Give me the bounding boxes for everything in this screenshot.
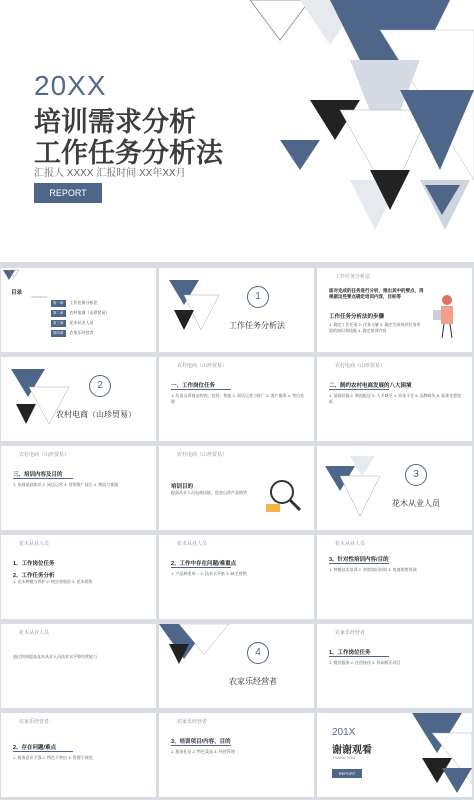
slide-body: 1. 服务礼仪 2. 特色菜品 3. 经营管理: [171, 749, 235, 754]
slide-corner-icon: [1, 268, 21, 288]
slide-tag: 农家乐经营者: [177, 720, 208, 725]
slide-tag: 花木从业人员: [177, 542, 208, 547]
slide-body: 通过培训提高花木从业人员技术水平和经营能力: [13, 654, 97, 659]
slide-flower-problems[interactable]: [159, 535, 314, 619]
section-number-circle: 4: [247, 642, 269, 664]
slide-tag: 农家乐经营者: [335, 631, 366, 636]
cover-title-line1: 培训需求分析: [34, 107, 196, 137]
person-illustration-icon: [427, 290, 467, 340]
section-title: 农村电商（山珍贸易）: [56, 410, 136, 419]
slide-heading: 培训目的: [171, 484, 194, 490]
slide-rural-ecommerce-difficulties[interactable]: [317, 357, 472, 441]
slide-rural-ecommerce-tasks[interactable]: [159, 357, 314, 441]
section-triangle-decoration: [325, 456, 385, 521]
slide-body: 1. 电商基础知识 2. 网店运营 3. 营销推广技巧 4. 物流与客服: [13, 482, 119, 487]
magnifier-illustration-icon: [264, 476, 309, 516]
heading-underline: [171, 745, 231, 746]
slide-body: 1. 种植技术培训 2. 营销知识培训 3. 电商销售培训: [329, 567, 417, 572]
slide-body: 提高从业人员电商技能，促进山珍产品销售: [171, 490, 247, 495]
end-triangle-decoration: [402, 713, 472, 797]
cover-report-button[interactable]: REPORT: [34, 183, 102, 203]
heading-underline: [171, 567, 231, 568]
slide-training-purpose[interactable]: [159, 446, 314, 530]
section-number-circle: 3: [405, 464, 427, 486]
slide-body: 1. 基础设施 2. 物流配送 3. 人才缺乏 4. 资金不足 5. 品牌缺失 6. 标准化程度低: [329, 393, 462, 404]
contents-list: [51, 300, 146, 337]
slide-contents[interactable]: [1, 268, 156, 352]
contents-num: 第三章: [53, 321, 64, 325]
slide-section-4[interactable]: [159, 624, 314, 708]
section-number-circle: 2: [89, 375, 111, 397]
contents-sublabel: CONTENTS: [31, 295, 48, 299]
slide-body: 1. 确定工作任务 2. 任务分解 3. 确定完成每项任务所需的知识和技能 4. 确定培训内容: [329, 322, 421, 333]
slide-heading: 一、工作岗位任务: [171, 383, 216, 389]
slide-section-2[interactable]: [1, 357, 156, 441]
slide-agritainment-tasks[interactable]: [317, 624, 472, 708]
slide-section-1[interactable]: [159, 268, 314, 352]
slide-flower-training[interactable]: [317, 535, 472, 619]
contents-item[interactable]: 农家乐经营者: [69, 330, 94, 335]
section-triangle-decoration: [169, 280, 224, 340]
slide-tag: 农家乐经营者: [19, 720, 50, 725]
slide-flower-tasks[interactable]: [1, 535, 156, 619]
slide-subheading: 2、工作任务分析: [13, 573, 55, 579]
heading-underline: [171, 389, 231, 390]
slide-tag: 花木从业人员: [335, 542, 366, 547]
slide-section-3[interactable]: [317, 446, 472, 530]
cover-reporter: 汇报人 XXXX 汇报时间 XX年XX月: [34, 168, 186, 179]
cover-year: 20XX: [34, 70, 107, 101]
cover-triangle-decoration: [250, 0, 474, 262]
slide-body: 1. 负责山珍商品收购、包装、物流 2. 网店运营与推广 3. 客户服务 4. 售后处理: [171, 393, 305, 404]
section-number-circle: 1: [247, 286, 269, 308]
slide-tag: 农村电商（山珍贸易）: [19, 453, 70, 458]
cover-title-line2: 工作任务分析法: [34, 138, 223, 168]
heading-underline: [329, 389, 389, 390]
contents-num: 第一章: [53, 301, 64, 305]
slide-heading: 三、培训内容及目的: [13, 472, 63, 478]
slide-body: 1. 花木种植与养护 2. 病虫害防治 3. 花木销售: [13, 579, 93, 584]
contents-num: 第四章: [53, 331, 64, 335]
contents-item[interactable]: 农村电商（山珍贸易）: [69, 310, 110, 315]
end-subtitle: THANK YOU: [332, 755, 356, 760]
cover-slide: [0, 0, 474, 262]
heading-underline: [13, 478, 73, 479]
contents-item[interactable]: 花木从业人员: [69, 320, 94, 325]
slide-body: 1. 产品种类单一 2. 技术水平低 3. 缺乏营销: [171, 571, 247, 576]
section-triangle-decoration: [159, 624, 229, 674]
end-title: 谢谢观看: [332, 745, 372, 756]
slide-body: 1. 餐饮服务 2. 住宿接待 3. 休闲娱乐项目: [329, 660, 401, 665]
slide-thank-you[interactable]: [317, 713, 472, 797]
slide-heading: 2、存在问题/难点: [13, 745, 57, 751]
section-title: 农家乐经营者: [229, 677, 277, 686]
contents-num: 第二章: [53, 311, 64, 315]
heading-underline: [329, 656, 389, 657]
slide-heading: 3、针对性培训内容/目的: [329, 557, 389, 563]
heading-underline: [329, 563, 389, 564]
slide-tag: 花木从业人员: [19, 631, 50, 636]
contents-item[interactable]: 工作任务分析法: [69, 300, 98, 305]
section-title: 花木从业人员: [392, 499, 440, 508]
slide-task-analysis[interactable]: [317, 268, 472, 352]
end-year: 201X: [332, 727, 356, 738]
slide-tag: 农村电商（山珍贸易）: [177, 364, 228, 369]
slide-heading: 3、培训项目/内容、目的: [171, 739, 231, 745]
slide-subheading: 工作任务分析法的步骤: [329, 314, 385, 320]
slide-flower-summary[interactable]: [1, 624, 156, 708]
slide-rural-ecommerce-training[interactable]: [1, 446, 156, 530]
slide-heading: 2、工作中存在问题/难重点: [171, 561, 237, 567]
section-triangle-decoration: [11, 369, 71, 429]
slide-body: 1. 服务意识不强 2. 特色不突出 3. 管理不规范: [13, 755, 93, 760]
slide-tag: 工作任务分析法: [335, 275, 371, 280]
slide-tag: 农村电商（山珍贸易）: [335, 364, 386, 369]
slide-heading: 1、工作岗位任务: [13, 561, 55, 567]
contents-label: 目录: [11, 290, 23, 296]
slide-tag: 农村电商（山珍贸易）: [177, 453, 228, 458]
slide-heading: 二、制约农村电商发展的八大困境: [329, 383, 412, 389]
slide-tag: 花木从业人员: [19, 542, 50, 547]
section-title: 工作任务分析法: [229, 321, 285, 330]
slide-agritainment-problems[interactable]: [1, 713, 156, 797]
slide-heading: 1、工作岗位任务: [329, 650, 371, 656]
slide-agritainment-training[interactable]: [159, 713, 314, 797]
end-report-button[interactable]: REPORT: [332, 769, 362, 778]
heading-underline: [13, 751, 73, 752]
slide-heading: 面对完成的任务进行分析，推出其中的要点，再根据这些要点确定培训内容，目标等: [329, 288, 424, 299]
